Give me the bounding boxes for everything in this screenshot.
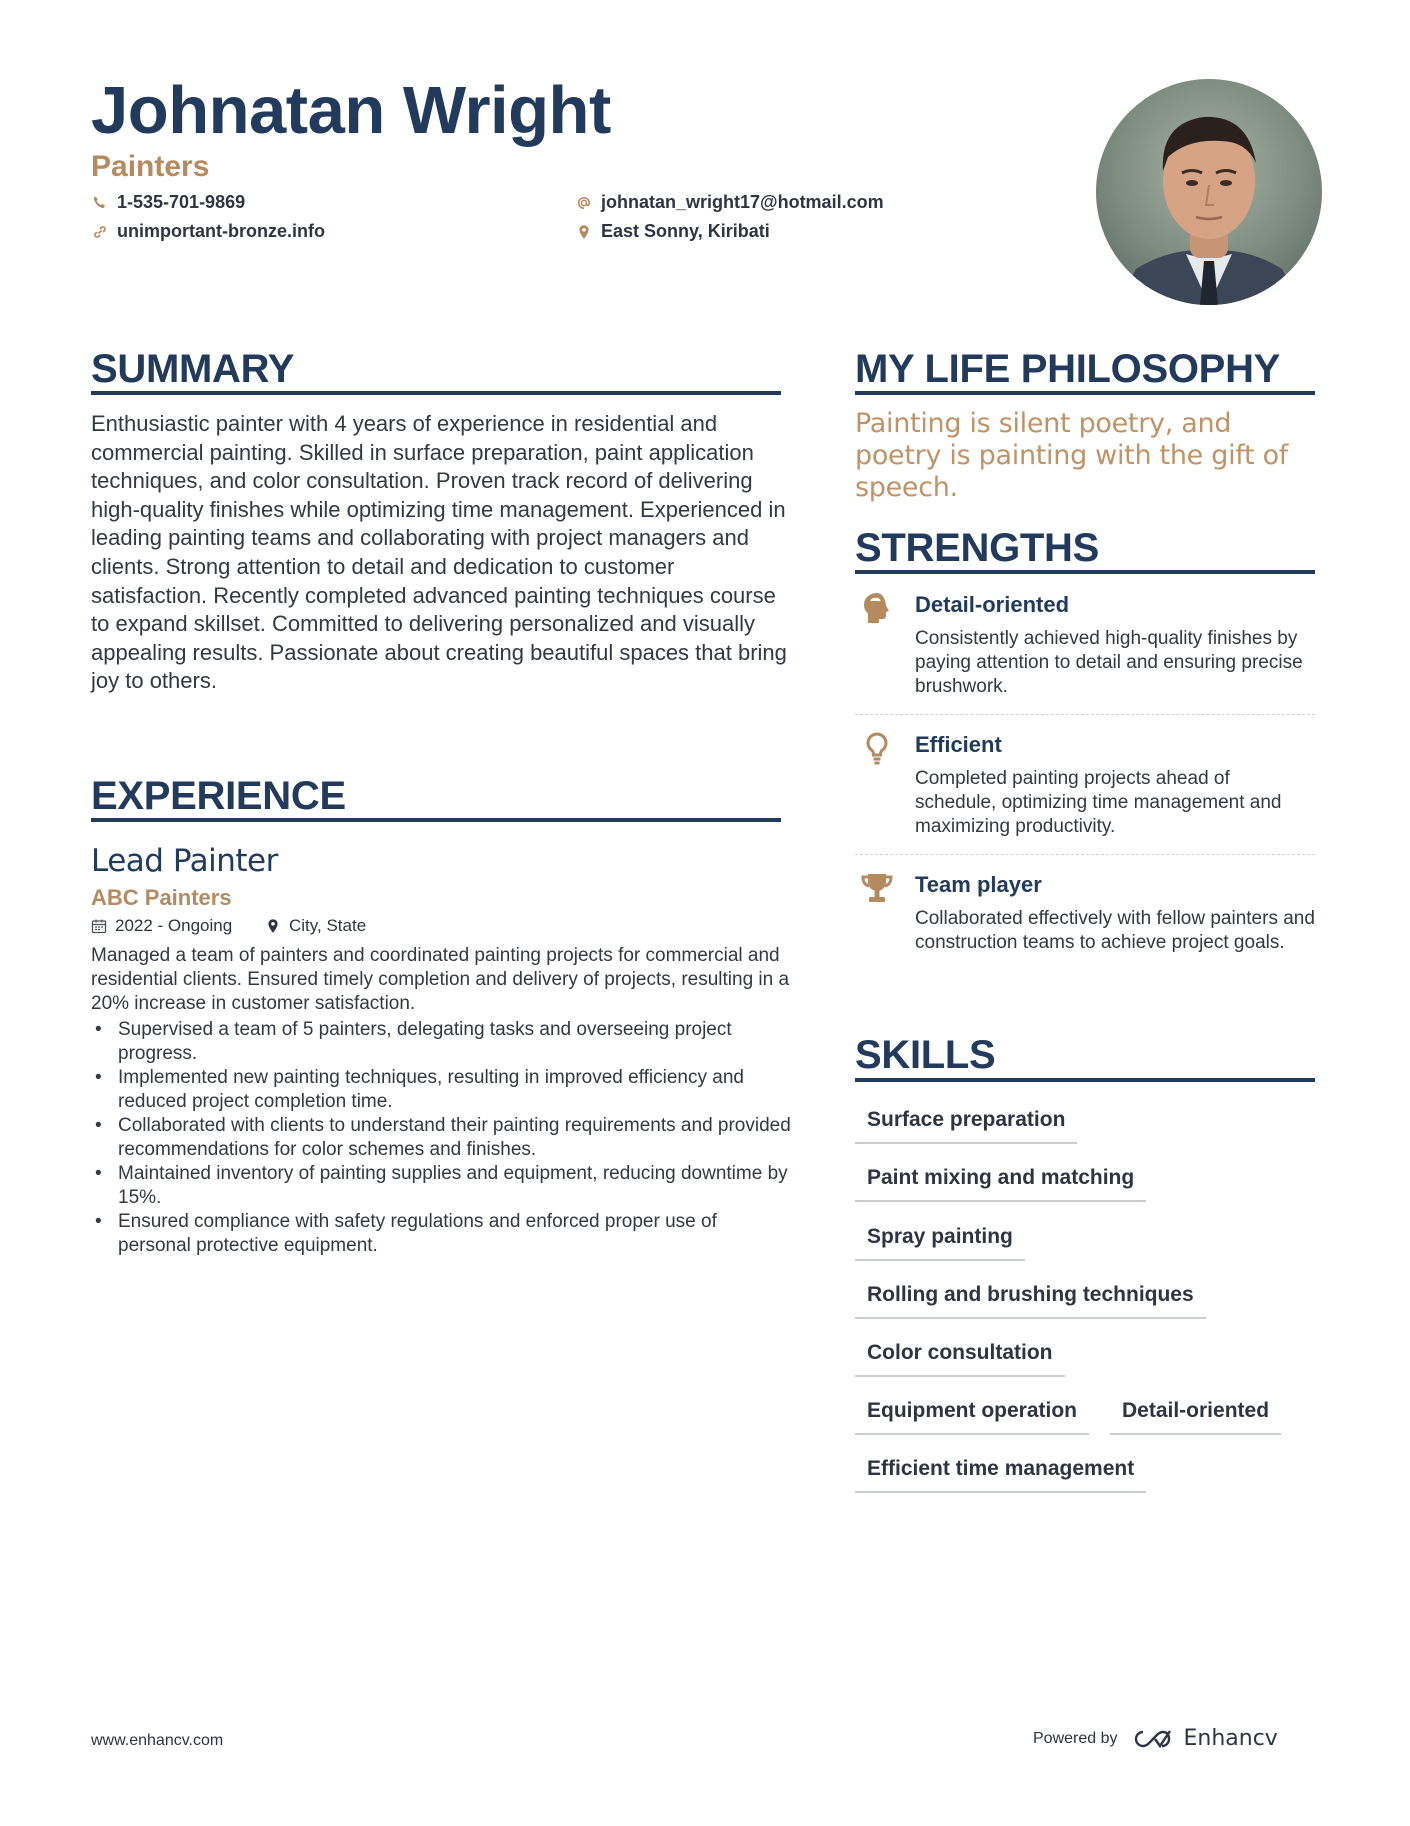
location-text: East Sonny, Kiribati [601, 221, 770, 241]
philosophy-quote: Painting is silent poetry, and poetry is painting with the gift of speech. [855, 408, 1289, 503]
job-description: Managed a team of painters and coordinated painting projects for commercial and residential clients. Ensured timely completion and delivery of projects, resulting in a 20% increase in customer satisfaction. [91, 945, 790, 1014]
summary-rule [91, 391, 781, 395]
strengths-rule [855, 570, 1315, 574]
link-icon [91, 223, 109, 241]
experience-rule [91, 818, 781, 822]
experience-heading: EXPERIENCE [91, 774, 346, 818]
list-item: • Supervised a team of 5 painters, delegating tasks and overseeing project progress. [91, 1018, 791, 1066]
strength-divider [855, 854, 1315, 855]
enhancv-logo-icon [1130, 1727, 1176, 1751]
skill-tag: Rolling and brushing techniques [855, 1283, 1206, 1319]
skill-tag: Surface preparation [855, 1108, 1077, 1144]
phone-text: 1-535-701-9869 [117, 192, 246, 212]
skill-tag: Spray painting [855, 1225, 1025, 1261]
skills-heading: SKILLS [855, 1033, 996, 1077]
strength-title: Detail-oriented [915, 592, 1070, 617]
head-icon [859, 590, 895, 626]
skill-tag: Paint mixing and matching [855, 1166, 1146, 1202]
phone-icon [91, 194, 109, 212]
strength-text: Collaborated effectively with fellow painters and construction teams to achieve project goals. [915, 908, 1315, 953]
strength-text: Consistently achieved high-quality finishes by paying attention to detail and ensuring precise brushwork. [915, 628, 1303, 697]
website-text[interactable]: unimportant-bronze.info [117, 221, 325, 241]
list-item: • Implemented new painting techniques, resulting in improved efficiency and reduced project completion time. [91, 1066, 791, 1114]
strength-divider [855, 714, 1315, 715]
strength-text: Completed painting projects ahead of schedule, optimizing time management and maximizing productivity. [915, 768, 1282, 837]
at-icon [575, 194, 593, 212]
skill-tag: Equipment operation [855, 1399, 1089, 1435]
job-location-text: City, State [289, 916, 367, 935]
philosophy-heading: MY LIFE PHILOSOPHY [855, 347, 1281, 391]
contact-email[interactable] [575, 192, 884, 213]
list-item: • Ensured compliance with safety regulations and enforced proper use of personal protective equipment. [91, 1210, 791, 1258]
contact-website[interactable] [91, 221, 325, 242]
skill-tag: Detail-oriented [1110, 1399, 1281, 1435]
strengths-heading: STRENGTHS [855, 526, 1099, 570]
list-item: • Maintained inventory of painting supplies and equipment, reducing downtime by 15%. [91, 1162, 791, 1210]
job-dates [91, 916, 232, 936]
list-item: • Collaborated with clients to understand their painting requirements and provided recommendations for color schemes and finishes. [91, 1114, 791, 1162]
job-title: Lead Painter [91, 843, 278, 879]
powered-by-label: Powered by [1033, 1729, 1118, 1747]
email-text[interactable]: johnatan_wright17@hotmail.com [601, 192, 884, 212]
footer-website[interactable]: www.enhancv.com [91, 1732, 224, 1749]
job-location [265, 916, 366, 936]
brand-name: Enhancv [1183, 1726, 1278, 1751]
contact-location [575, 221, 770, 242]
profile-photo [1096, 79, 1322, 305]
job-bullets [91, 1018, 791, 1258]
job-company: ABC Painters [91, 885, 232, 910]
skills-rule [855, 1078, 1315, 1082]
strength-title: Efficient [915, 732, 1002, 757]
skill-tag: Color consultation [855, 1341, 1065, 1377]
calendar-icon [91, 918, 107, 934]
enhancv-logo[interactable] [1130, 1726, 1278, 1751]
skill-tag: Efficient time management [855, 1457, 1146, 1493]
summary-text: Enthusiastic painter with 4 years of experience in residential and commercial painting. Skilled in surface preparation, paint application techniques, and color consultation. Proven track record of delivering high-quality finishes while optimizing time management. Experienced in leading painting teams and collaborating with project managers and clients. Strong attention to detail and dedication to customer satisfaction. Recently completed advanced painting techniques course to expand skillset. Committed to delivering personalized and visually appealing results. Passionate about creating beautiful spaces that bring joy to others. [91, 411, 787, 694]
trophy-icon [859, 870, 895, 906]
location-pin-icon [575, 223, 593, 241]
candidate-role: Painters [91, 150, 210, 183]
lightbulb-icon [859, 730, 895, 766]
summary-heading: SUMMARY [91, 347, 295, 391]
footer-branding [1033, 1726, 1278, 1751]
candidate-name: Johnatan Wright [91, 73, 611, 148]
contact-phone [91, 192, 245, 213]
location-pin-icon [265, 918, 281, 934]
strength-title: Team player [915, 872, 1042, 897]
job-dates-text: 2022 - Ongoing [115, 916, 233, 935]
philosophy-rule [855, 391, 1315, 395]
